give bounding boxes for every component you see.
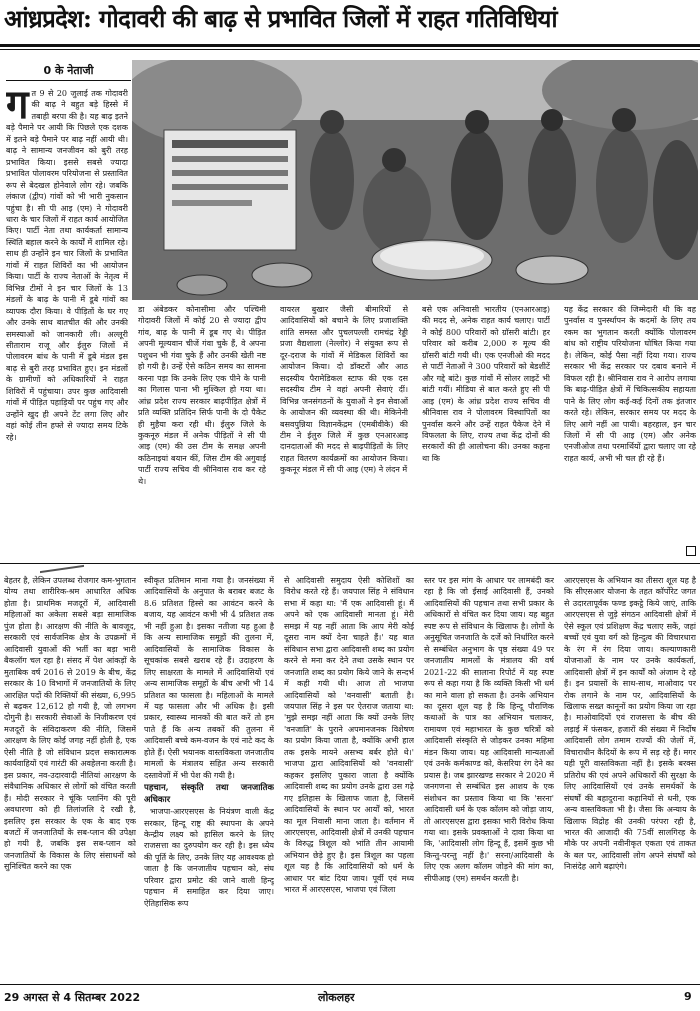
column-5-text: यह केंद्र सरकार की जिम्मेदारी थी कि वह पुनर्वास व पुनर्स्थापन के कदमों के लिए तय रकम का भुगतान करती क्योंकि पोलावरम बांध को राष्ट्रीय परियोजना घोषित किया गया है। लेकिन, कोई पैसा नहीं दिया गया। राज्य सरकार भी केंद्र सरकार पर दबाव बनाने में विफल रही है। श्रीनिवास राव ने आरोप लगाया कि बाढ़-पीड़ित क्षेत्रों में चिकित्सकीय सहायता पाने के लिए लोग कई-कई दिनों तक इंतजार करते रहे। लेकिन, सरकार समय पर मदद के लिए आगे नहीं आ पायी। बहरहाल, इन चार जिलों में सी पी आइ (एम) और अनेक एनजीओज तथा परमार्थियों द्वारा चलाए जा रहे राहत कार्य, अभी भी चल ही रहे हैं। (564, 305, 696, 463)
section-divider (0, 563, 700, 564)
lower-column-2-text-b: भाजपा-आरएसएस के नियंत्रण वाली केंद्र सरकार, हिन्दू राष्ट्र की स्थापना के अपने केन्द्रीय लक्ष्य को हासिल करने के लिए राजसत्ता का दुरुपयोग कर रही है। इस ध्येय की पूर्ति के लिए, उनके लिए यह आवश्यक हो जाता है कि जनजातीय पहचान को, संघ परिवार द्वारा प्रमोट की जाने वाली हिन्दू पहचान में समाहित कर दिया जाए। ऐतिहासिक रूप (144, 807, 274, 908)
byline-rule (6, 80, 131, 81)
lower-column-5-text: आरएसएस के अभियान का तीसरा शूल यह है कि सीएसआर योजना के तहत कॉर्पोरेट जगत से उदारतापूर्वक फण्ड इकट्ठे किये जाएं, ताकि आरएसएस से जुड़े संगठन आदिवासी क्षेत्रों में ऐसे स्कूल एवं प्रशिक्षण केंद्र चलाए सकें, जहां बच्चों एवं युवा वर्ग को हिन्दुत्व की विचारधारा के रंग में रंग दिया जाय। कल्याणकारी योजनाओं के नाम पर उनके कार्यकर्ता, आदिवासी क्षेत्रों में इन कार्यों को अंजाम दे रहे हैं। इन प्रयासों के साथ-साथ, माओवाद पर रोक लगाने के नाम पर, आदिवासियों के खिलाफ सख्त कानूनों का प्रयोग किया जा रहा है। माओवादियों एवं राजसत्ता के बीच की लड़ाई में फंसकर, हजारों की संख्या में निर्दोष आदिवासी लोग तमाम राज्यों की जेलों में, विचाराधीन कैदियों के रूप में सड़ रहे हैं। मगर यही पूरी वास्तविकता नहीं है। इसके बरक्स प्रतिरोध की एवं अपने अधिकारों की सुरक्षा के लिए आदिवासियों एवं उनके समर्थकों के संघर्षों की बहादुराना कहानियों से धनी, एक अन्य वास्तविकता भी है। जैसा कि अन्याय के खिलाफ विद्रोह की उनकी परंपरा रही है, भारत की आजादी की 75वीं सालगिरह के मौके पर अपनी नवीनीकृत एकता एवं ताकत के बल पर, आदिवासी लोग अपने संघर्षों को निःसंदेह आगे बढ़ाएंगे। (564, 576, 696, 872)
article-column-2 (138, 304, 266, 556)
lower-column-1-text: बेहतर है, लेकिन उपलब्ध रोजगार कम-भुगतान योग्य तथा शारीरिक-श्रम आधारित अधिक होता है। प्राथमिक मजदूरों में, आदिवासी महिलाओं का अकेला सबसे बड़ा सामाजिक पुंज होता है। आरक्षण की नीति के बावजूद, सरकारी एवं सार्वजनिक क्षेत्र के उपक्रमों में आदिवासी युवाओं की भर्ती का बड़ा भारी बैकलॉग चल रहा है। संसद में पेश आंकड़ों के मुताबिक वर्ष 2016 से 2019 के बीच, केंद्र सरकार के 10 विभागों में जनजातियों के लिए आरक्षित पदों की रिक्तियों की संख्या, 6,995 से बढ़कर 12,612 हो गयी है, जो लगभग दोगुनी है। सरकारी सेवाओं के निजीकरण एवं मजदूरों के संविदाकरण की नीति, जिसमें आरक्षण के लिए कोई जगह नहीं होती है, एक ऐसी नीति है जो संविधान प्रदत्त सकारात्मक कार्यवाहियों एवं गारंटी की अवहेलना करती है। इस प्रकार, नव-उदारवादी नीतियां आरक्षण के संवैधानिक अधिकार से लोगों को वंचित करती हैं। मोदी सरकार ने चूंकि प्लानिंग की पूरी अवधारणा को ही तिलांजलि दे रखी है, इसलिए इस सरकार के एक के बाद एक बजटों में जनजातियों के सब-प्लान की उपेक्षा हो गयी है, जबकि इस सब-प्लान को जनजातियों के विकास के लिए संसाधनों को सुनिश्चित करने का एक (4, 576, 136, 872)
column-1-text: त 9 से 20 जुलाई तक गोदावरी की बाढ़ ने बहुत बड़े हिस्से में तबाही बरपा की है। यह बाढ़ इतने बड़े पैमाने पर आयी कि पिछले एक दशक में इतने बड़े पैमाने पर बाढ़ नहीं आयी थी। बाढ़ ने सामान्य जनजीवन को बुरी तरह प्रभावित किया। इससे सबसे ज्यादा प्रभावित पोलावरम परियोजना से प्रस्तावित रूप से बेदखल होनेवाले लोग रहे। जबकि लंकाज (द्वीप) गांवों को भी भारी नुकसान पहुंचा है। सी पी आइ (एम) ने गोदावरी धारा के चार जिलों में राहत कार्य आयोजित किए। पार्टी नेता तथा कार्यकर्ता सामान्य स्थिति बहाल करने के कार्यों में शामिल रहे। साथ ही उन्होंने इन चार जिलों के प्रभावित गांवों में राहत शिविरों का भी आयोजन किया। पार्टी के राज्य नेताओं के नेतृत्व में विभिन्न टीमों ने इन चार जिलों के 13 मंडलों के बाढ़ के पानी में डूबे गांवों का व्यापक दौरा किया। वे पीड़ितों के घर गए और उनके साथ बातचीत की और उनकी समस्याओं को जानकारी ली। अल्लूरी सीताराम राजू और ईलुरु जिलों में पोलावरम बांध के पानी में डूबे मंडल इस बाढ़ से बुरी तरह प्रभावित हुए। इन मंडलों के ग्रामीणों को अधिकारियों ने राहत शिविरों में पहुंचाया। उपर कुछ आदिवासी गांवों में पीड़ित पहाड़ियों पर पहुंच गए और उन्होंने खुद ही अपने टेंट लगा लिए और वहां कोई तीन हफ्ते से ज्यादा समय टिके रहे। (6, 89, 128, 442)
continuation-mark (40, 565, 84, 573)
headline: आंध्रप्रदेश: गोदावरी की बाढ़ से प्रभावित जिलों में राहत गतिविधियां (4, 4, 558, 33)
column-4-text: बसे एक अनिवासी भारतीय (एनआरआइ) की मदद से, अनेक राहत कार्य चलाए। पार्टी ने कोई 800 परिवारों को ग्रॉसरी बांटी। हर परिवार को करीब 2,000 रु मूल्य की ग्रॉसरी बांटी गयी थी। एक एनजीओ की मदद से पार्टी नेताओं ने 300 परिवारों को बेडशीटें और गद्दे बांटे। कुछ गांवों में सोलर लाइटें भी बांटी गयीं। मीडिया से बात करते हुए सी पी आइ (एम) के आंध्र प्रदेश राज्य सचिव वी श्रीनिवास राव ने पोलावरम विस्थापितों का पुनर्वास करने और उन्हें राहत पैकेज देने में विफलता के लिए, राज्य तथा केंद्र दोनों की सरकारों की ही आलोचना की। उनका कहना था कि (422, 305, 550, 463)
lower-column-4-text: स्तर पर इस मांग के आधार पर लामबंदी कर रहा है कि जो ईसाई आदिवासी हैं, उनको आदिवासियों की पहचान तथा सभी प्रकार के अधिकारों से वंचित कर दिया जाय। यह बहुत स्पष्ट रूप से संविधान के खिलाफ है। लोगों के अनुसूचित जनजाति के दर्जे को निर्धारित करने से सम्बंधित अनुभाग के पृष्ठ संख्या 49 पर जनजातीय मामलों के मंत्रालय की वर्ष 2021-22 की सालाना रिपोर्ट में यह स्पष्ट रूप से कहा गया है कि व्यक्ति किसी भी धर्म का माने वाला हो सकता है। उनके अभियान का दूसरा शूल यह है कि हिन्दू पौराणिक कथाओं के पात्र का अभियान चलाकर, रामायण एवं महाभारत के कुछ चरित्रों को आदिवासी संस्कृति से जोड़कर उनका महिमा मंडन किया जाय। यह आदिवासी मान्यताओं एवं उनके कर्मकाण्ड को, केसरिया रंग देने का प्रयास है। जब झारखण्ड सरकार ने 2020 में जनगणना से सम्बंधित इस आशय के एक संशोधन का प्रस्ताव किया था कि 'सरना' आदिवासी धर्म के एक कॉलम को जोड़ा जाय, तो आरएसएस द्वारा इसका भारी विरोध किया गया था। इसके प्रवक्ताओं ने दावा किया था कि, 'आदिवासी लोग हिन्दू हैं, इसमें कुछ भी किन्तु-परन्तु नहीं है।' सरना/आदिवासी के लिए एक अलग कॉलम जोड़ने की मांग का, सीपीआइ (एम) समर्थन करती है। (424, 576, 554, 883)
lower-column-5 (564, 575, 696, 975)
drop-cap: ग (6, 88, 29, 128)
article-column-5 (564, 304, 696, 556)
relief-photo-image (132, 60, 698, 300)
headline-rule-thin (0, 49, 700, 50)
column-2-text: डा अंबेडकर कोनासीमा और पश्चिमी गोदावरी जिलों में कोई 20 से ज्यादा द्वीप गांव, बाढ़ के पानी में डूब गए थे। पीड़ित अपनी मूल्यवान चीजें गंवा चुके हैं, वे अपना पशुधन भी गंवा चुके हैं और उनकी खेती नष्ट हो गयी है। उन्हें ऐसे कठिन समय का सामना करना पड़ा कि उनके लिए एक पीने के पानी का गिलास पाना भी मुश्किल हो गया था। आंध्र प्रदेश राज्य सरकार बाढ़पीड़ित क्षेत्रों में प्रति व्यक्ति प्रतिदिन सिर्फ पानी के दो पैकेट ही मुहैया करा रही थी। ईलुरु जिले के कुकनूरु मंडल में अनेक पीड़ितों ने सी पी आइ (एम) की उस टीम के समक्ष अपनी कठिनाइयां बयान कीं, जिस टीम की अगुवाई पार्टी राज्य सचिव वी श्रीनिवास राव कर रहे थे। (138, 305, 266, 486)
article-column-4 (422, 304, 550, 556)
lower-column-1 (4, 575, 136, 975)
relief-photo (132, 60, 698, 300)
lower-column-3 (284, 575, 414, 975)
footer-date: 29 अगस्त से 4 सितम्बर 2022 (4, 991, 141, 1004)
lower-column-2-text: स्वीकृत प्रतिमान माना गया है। जनसंख्या में आदिवासियों के अनुपात के बराबर बजट के 8.6 प्रतिशत हिस्से का आवंटन करने के बजाय, यह आवंटन कभी भी 4 प्रतिशत तक भी नहीं हुआ है। इसका नतीजा यह हुआ है कि अन्य सामाजिक समूहों की तुलना में, आदिवासियों के सामाजिक विकास के सूचकांक सबसे खराब रहे हैं। उदाहरण के लिए साक्षरता के मामले में आदिवासियों एवं अन्य सामाजिक समूहों के बीच अभी भी 14 प्रतिशत का फासला है। महिलाओं के मामले में यह फासला और भी अधिक है। इसी प्रकार, स्वास्थ्य मानकों की बात करें तो हम पाते हैं कि अन्य तबकों की तुलना में आदिवासी बच्चे कम-वजन के एवं नाटे कद के होते हैं। ऐसी भयानक वास्तविकता जनजातीय मामलों के मंत्रालय सहित अन्य सरकारी दस्तावेजों में भी पेश की गयी है। (144, 576, 274, 780)
subheading-identity: पहचान, संस्कृति तथा जनजातिक अधिकार (144, 783, 274, 805)
article-column-1 (6, 88, 128, 558)
lower-column-2 (144, 575, 274, 975)
footer-page-number: 9 (684, 990, 692, 1003)
headline-rule (0, 44, 700, 47)
byline: 0 के नेताजी (43, 64, 94, 77)
lower-column-4 (424, 575, 554, 975)
article-column-3 (280, 304, 408, 556)
footer-publication: लोकलहर (318, 991, 355, 1004)
page-footer (0, 978, 700, 1008)
column-3-text: वायरल बुखार जैसी बीमारियों से आदिवासियों को बचाने के लिए प्रजाशक्ति शांति समस्त और पुचलपल्ली रामचंद्र रेड्डी प्रजा वैद्यशाला (नेल्लोर) ने संयुक्त रूप से दूर-दराज के गांवों में मेडिकल शिविरों का आयोजन किया। दो डॉक्टरों और आठ सदस्यीय पैरामेडिकल स्टाफ की एक दस सदस्यीय टीम ने वहां अपनी सेवाएं दीं। विभिन्न जनसंगठनों के युवाओं ने इन सेवाओं के आयोजन की व्यवस्था की थी। मेकिनेनी बसवपुन्निया विज्ञानकेंद्रम (एमबीवीके) की टीम ने ईलुरु जिले में कुछ एनआरआइ दानदाताओं की मदद से बाढ़पीड़ितों के लिए राहत वितरण कार्यक्रमों का आयोजन किया। कुकनूर मंडल में सी पी आइ (एम) ने लंदन में (280, 305, 408, 475)
end-mark (686, 546, 696, 556)
lower-column-3-text: से आदिवासी समुदाय ऐसी कोशिशों का विरोध करते रहे हैं। जयपाल सिंह ने संविधान सभा में कहा था: 'मैं एक आदिवासी हूं। मैं अपने को एक आदिवासी मानता हूं। मेरी समझ में यह नहीं आता कि आप मेरी कोई दूसरा नाम क्यों देना चाहते हैं।' यह बात संविधान सभा द्वारा आदिवासी शब्द का प्रयोग करने से मना कर देने तथा उसके स्थान पर जनजाति शब्द का प्रयोग किये जाने के सन्दर्भ में कही गयी थी। आज तो भाजपा आदिवासियों को 'वनवासी' बताती है। जयपाल सिंह ने इस पर ऐतराज जताया था: 'मुझे समझ नहीं आता कि क्यों उनके लिए 'वनजाति' के पुराने अपमानजनक विशेषण का प्रयोग किया जाता है, क्योंकि अभी हाल तक इसके मायने असभ्य बर्बर होते थे।' भाजपा द्वारा आदिवासियों को 'वनवासी' कहकर इसलिए पुकारा जाता है क्योंकि आदिवासी शब्द का प्रयोग उनके द्वारा उस गढ़े गए इतिहास के खिलाफ जाता है, जिसमें आदिवासियों के स्थान पर आर्यों को, भारत का मूल निवासी माना जाता है। वर्तमान में आरएसएस, आदिवासी क्षेत्रों में उनकी पहचान के विरुद्ध त्रिशूल को भांति तीन आयामी अभियान छेड़े हुए है। इस त्रिशूल का पहला शूल यह है कि आदिवासियों को धर्म के आधार पर बांट दिया जाय। पूर्वी एवं मध्य भारत में आरएसएस, भाजपा एवं जिला (284, 576, 414, 895)
